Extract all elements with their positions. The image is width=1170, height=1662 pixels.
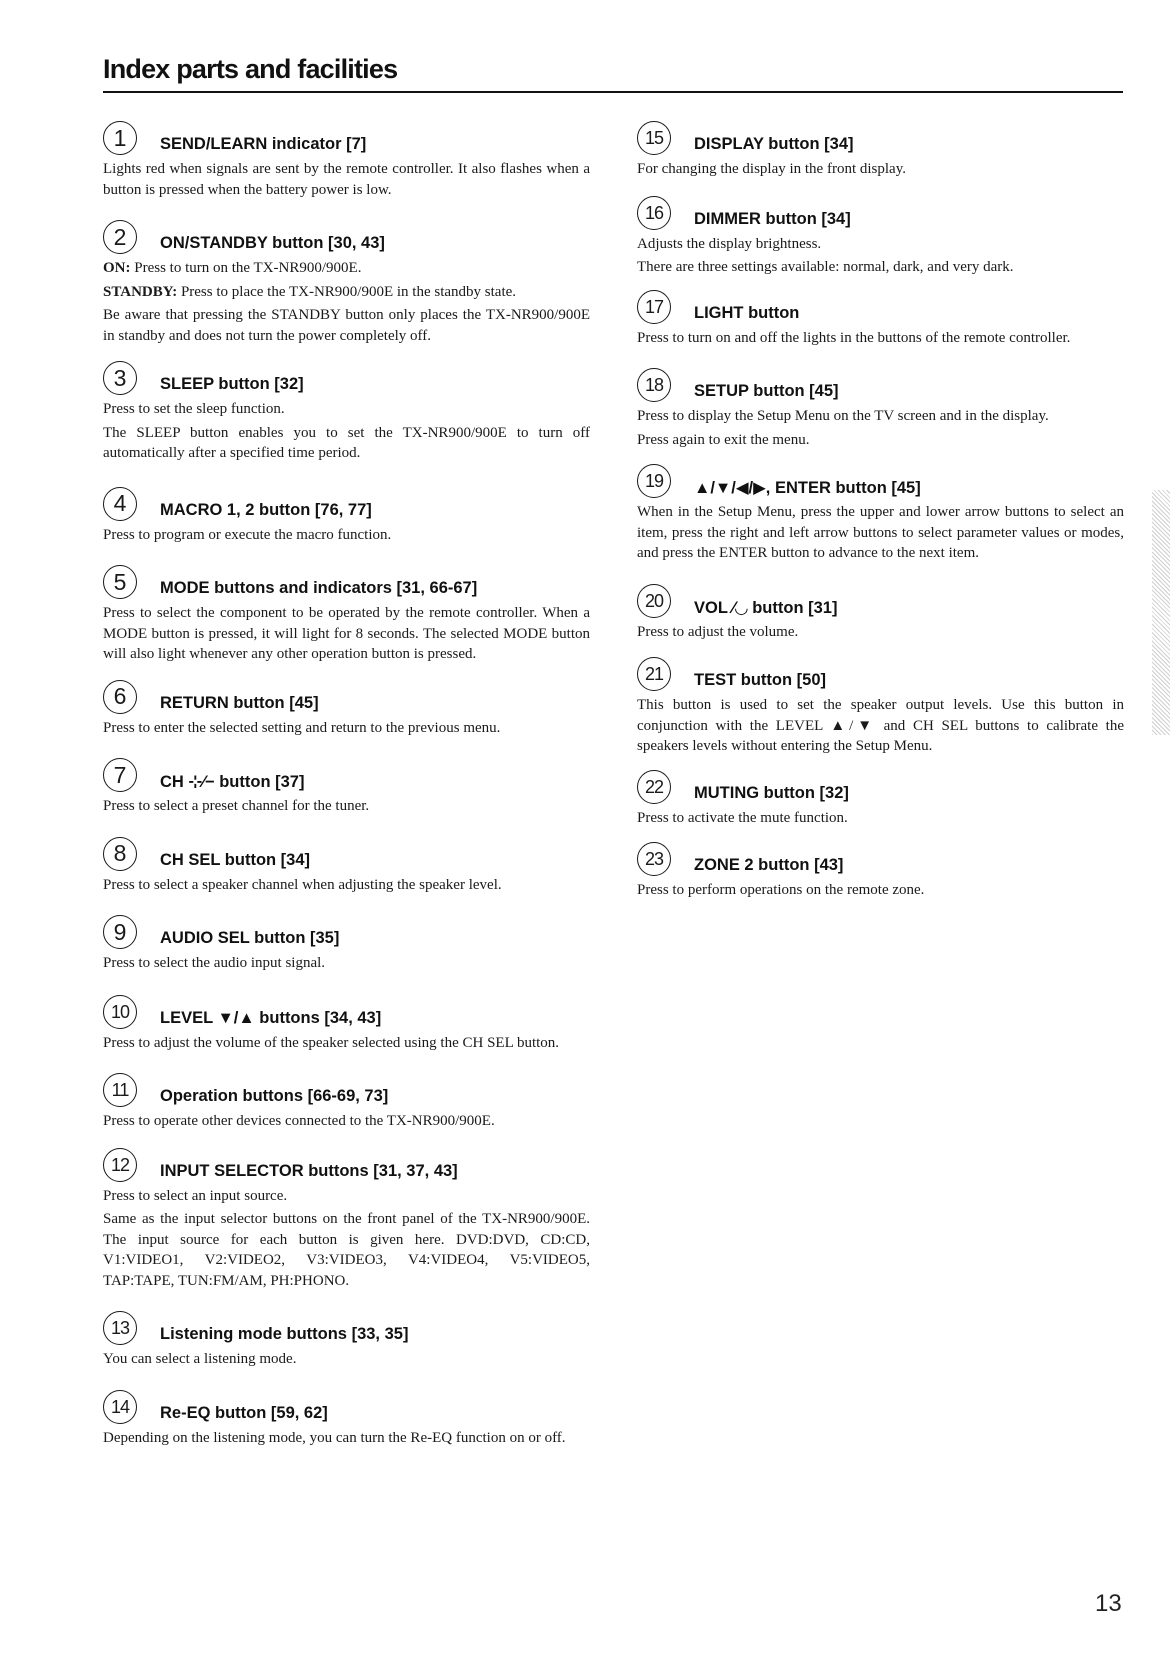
- term-description: Press to place the TX-NR900/900E in the standby state.: [177, 283, 517, 300]
- circled-number-icon: 13: [103, 1311, 137, 1345]
- entry-body: [103, 1033, 590, 1054]
- entry-body: [637, 328, 1124, 349]
- entry-paragraph: When in the Setup Menu, press the upper and lower arrow buttons to select an item, press the right and left arrow buttons to select parameter values or modes, and press the ENTER button to advance to the next item.: [637, 504, 1124, 561]
- entry-heading: [103, 565, 590, 599]
- entry-4: [103, 487, 590, 546]
- entry-paragraph: Press to activate the mute function.: [637, 809, 848, 826]
- entry-title: Listening mode buttons [33, 35]: [160, 1325, 409, 1343]
- entry-body: [103, 1428, 590, 1449]
- entry-title: MUTING button [32]: [694, 783, 849, 802]
- entry-body: [103, 603, 590, 665]
- entry-title: DISPLAY button [34]: [694, 135, 854, 153]
- circled-number-icon: 15: [637, 121, 671, 155]
- edge-section-tab: [1152, 490, 1170, 735]
- circled-number-icon: 1: [103, 121, 137, 155]
- entry-heading: [103, 1073, 590, 1107]
- entry-paragraph: Press to select the component to be operated by the remote controller. When a MODE button is pressed, it will light for 8 seconds. The selected MODE button will also light whenever any other operation button is pressed.: [103, 605, 590, 662]
- circled-number-icon: 5: [103, 565, 137, 599]
- entry-heading: [637, 842, 1124, 876]
- entry-paragraph: Press to select a speaker channel when adjusting the speaker level.: [103, 876, 502, 893]
- entry-heading: [103, 1390, 590, 1424]
- entry-paragraph: Press to adjust the volume.: [637, 623, 799, 640]
- entry-body: [103, 399, 590, 464]
- entry-body: [637, 406, 1124, 450]
- entry-heading: [637, 121, 1124, 155]
- entry-heading: [637, 290, 1124, 324]
- circled-number-icon: 20: [637, 584, 671, 618]
- entry-paragraph: Press to select the audio input signal.: [103, 955, 326, 971]
- circled-number-icon: 22: [637, 770, 671, 804]
- entry-title: Operation buttons [66-69, 73]: [160, 1087, 389, 1105]
- circled-number-icon: 21: [637, 657, 671, 691]
- entry-17: [637, 290, 1124, 349]
- circled-number-icon: 8: [103, 837, 137, 871]
- entry-14: [103, 1390, 590, 1449]
- entry-23: [637, 842, 1124, 901]
- entry-15: [637, 121, 1124, 180]
- circled-number-icon: 4: [103, 487, 137, 521]
- term-label: ON:: [103, 260, 131, 276]
- entry-heading: [637, 196, 1124, 230]
- entry-8: [103, 837, 590, 896]
- entry-heading: [103, 837, 590, 871]
- entry-11: [103, 1073, 590, 1132]
- entry-22: [637, 770, 1124, 829]
- circled-number-icon: 12: [103, 1148, 137, 1182]
- term-label: STANDBY:: [103, 283, 178, 300]
- entry-paragraph: Same as the input selector buttons on the front panel of the TX-NR900/900E. The input source for each button is given here. DVD:DVD, CD:CD, V1:VIDEO1, V2:VIDEO2, V3:VIDEO3, V4:VIDEO4, V5:VIDEO5, TAP:TAPE, TUN:FM/AM, PH:PHONO.: [103, 1211, 590, 1289]
- entry-10: [103, 995, 590, 1054]
- entry-2: [103, 220, 590, 346]
- entry-paragraph: [103, 282, 590, 303]
- entry-body: [103, 258, 590, 346]
- entry-heading: [103, 1311, 590, 1345]
- entry-body: [637, 502, 1124, 564]
- entry-title: LEVEL ▼/▲ buttons [34, 43]: [160, 1008, 382, 1027]
- entry-6: [103, 680, 590, 739]
- entry-paragraph: Be aware that pressing the STANDBY button only places the TX-NR900/900E in standby and does not turn the power completely off.: [103, 307, 590, 344]
- entry-heading: [103, 121, 590, 155]
- entry-title: TEST button [50]: [694, 671, 826, 689]
- entry-title: CH SEL button [34]: [160, 850, 311, 869]
- circled-number-icon: 2: [103, 220, 137, 254]
- entry-title: DIMMER button [34]: [694, 209, 851, 228]
- entry-body: [103, 159, 590, 200]
- entry-20: [637, 584, 1124, 643]
- entry-18: [637, 368, 1124, 450]
- entry-heading: [103, 487, 590, 521]
- circled-number-icon: 19: [637, 464, 671, 498]
- entry-heading: [103, 220, 590, 254]
- circled-number-icon: 18: [637, 368, 671, 402]
- entry-body: [103, 1186, 590, 1292]
- entry-body: [103, 1111, 590, 1132]
- entry-heading: [103, 361, 590, 395]
- entry-body: [103, 875, 590, 896]
- circled-number-icon: 23: [637, 842, 671, 876]
- entry-title: SEND/LEARN indicator [7]: [160, 135, 367, 153]
- circled-number-icon: 16: [637, 196, 671, 230]
- entry-body: [103, 718, 590, 739]
- entry-paragraph: You can select a listening mode.: [103, 1351, 297, 1367]
- page-title: Index parts and facilities: [103, 54, 398, 84]
- left-column: [103, 121, 590, 1448]
- entry-21: [637, 657, 1124, 757]
- entry-heading: [103, 995, 590, 1029]
- entry-body: [637, 159, 1124, 180]
- entry-title: LIGHT button: [694, 303, 800, 322]
- entry-19: [637, 464, 1124, 564]
- circled-number-icon: 11: [103, 1073, 137, 1107]
- circled-number-icon: 3: [103, 361, 137, 395]
- entry-title: ON/STANDBY button [30, 43]: [160, 234, 385, 252]
- entry-heading: [637, 584, 1124, 618]
- entry-heading: [637, 464, 1124, 498]
- circled-number-icon: 10: [103, 995, 137, 1029]
- entry-13: [103, 1311, 590, 1370]
- circled-number-icon: 14: [103, 1390, 137, 1424]
- entry-title: Re-EQ button [59, 62]: [160, 1403, 328, 1422]
- entry-7: [103, 758, 590, 817]
- entry-paragraph: Press to display the Setup Menu on the TV screen and in the display.: [637, 408, 1049, 424]
- entry-5: [103, 565, 590, 665]
- entry-body: [637, 622, 1124, 643]
- entry-title: AUDIO SEL button [35]: [160, 929, 340, 947]
- entry-body: [103, 796, 590, 817]
- entry-heading: [637, 657, 1124, 691]
- entry-paragraph: Press to turn on and off the lights in the buttons of the remote controller.: [637, 329, 1071, 346]
- right-column: [637, 121, 1124, 901]
- entry-title: MACRO 1, 2 button [76, 77]: [160, 500, 372, 519]
- entry-title: CH ⊹⁄− button [37]: [160, 773, 305, 791]
- entry-title: SLEEP button [32]: [160, 375, 304, 393]
- entry-heading: [103, 758, 590, 792]
- entry-paragraph: Lights red when signals are sent by the remote controller. It also flashes when a button is pressed when the battery power is low.: [103, 161, 590, 198]
- entry-heading: [637, 770, 1124, 804]
- entry-title: MODE buttons and indicators [31, 66-67]: [160, 579, 478, 597]
- entry-heading: [103, 915, 590, 949]
- entry-paragraph: Adjusts the display brightness.: [637, 235, 822, 252]
- entry-12: [103, 1148, 590, 1292]
- entry-body: [637, 695, 1124, 757]
- entry-9: [103, 915, 590, 974]
- entry-16: [637, 196, 1124, 278]
- circled-number-icon: 9: [103, 915, 137, 949]
- entry-heading: [103, 680, 590, 714]
- entry-paragraph: Press to perform operations on the remote zone.: [637, 882, 925, 898]
- entry-paragraph: Press to select an input source.: [103, 1187, 288, 1204]
- entry-paragraph: Press again to exit the menu.: [637, 431, 810, 448]
- term-description: Press to turn on the TX-NR900/900E.: [130, 260, 362, 276]
- entry-body: [637, 234, 1124, 278]
- entry-paragraph: There are three settings available: normal, dark, and very dark.: [637, 259, 1014, 275]
- page-header: [103, 54, 1123, 93]
- entry-paragraph: Press to enter the selected setting and return to the previous menu.: [103, 719, 501, 736]
- entry-paragraph: For changing the display in the front display.: [637, 161, 906, 177]
- entry-title: INPUT SELECTOR buttons [31, 37, 43]: [160, 1161, 458, 1180]
- entry-body: [103, 953, 590, 974]
- entry-paragraph: [103, 258, 590, 279]
- entry-paragraph: This button is used to set the speaker output levels. Use this button in conjunction with the LEVEL ▲/▼ and CH SEL buttons to calibrate the speakers levels without entering the Setup Menu.: [637, 697, 1124, 754]
- entry-paragraph: Press to select a preset channel for the tuner.: [103, 798, 370, 814]
- entry-paragraph: Press to program or execute the macro function.: [103, 526, 392, 543]
- entry-title: SETUP button [45]: [694, 382, 839, 400]
- page-number: 13: [1095, 1590, 1122, 1617]
- entry-body: [103, 1349, 590, 1370]
- entry-body: [637, 880, 1124, 901]
- entry-title: ZONE 2 button [43]: [694, 856, 844, 874]
- circled-number-icon: 7: [103, 758, 137, 792]
- entry-title: ▲/▼/◀/▶, ENTER button [45]: [694, 479, 921, 497]
- entry-paragraph: Press to set the sleep function.: [103, 401, 285, 417]
- entry-3: [103, 361, 590, 464]
- entry-heading: [103, 1148, 590, 1182]
- entry-body: [103, 525, 590, 546]
- entry-body: [637, 808, 1124, 829]
- entry-paragraph: The SLEEP button enables you to set the TX-NR900/900E to turn off automatically after a specified time period.: [103, 424, 590, 461]
- entry-title: RETURN button [45]: [160, 693, 319, 712]
- entry-paragraph: Press to operate other devices connected to the TX-NR900/900E.: [103, 1113, 495, 1129]
- entry-1: [103, 121, 590, 200]
- entry-heading: [637, 368, 1124, 402]
- circled-number-icon: 17: [637, 290, 671, 324]
- circled-number-icon: 6: [103, 680, 137, 714]
- entry-paragraph: Depending on the listening mode, you can turn the Re-EQ function on or off.: [103, 1429, 566, 1446]
- entry-title: VOL ⁄◡ button [31]: [694, 598, 838, 617]
- entry-paragraph: Press to adjust the volume of the speaker selected using the CH SEL button.: [103, 1034, 560, 1051]
